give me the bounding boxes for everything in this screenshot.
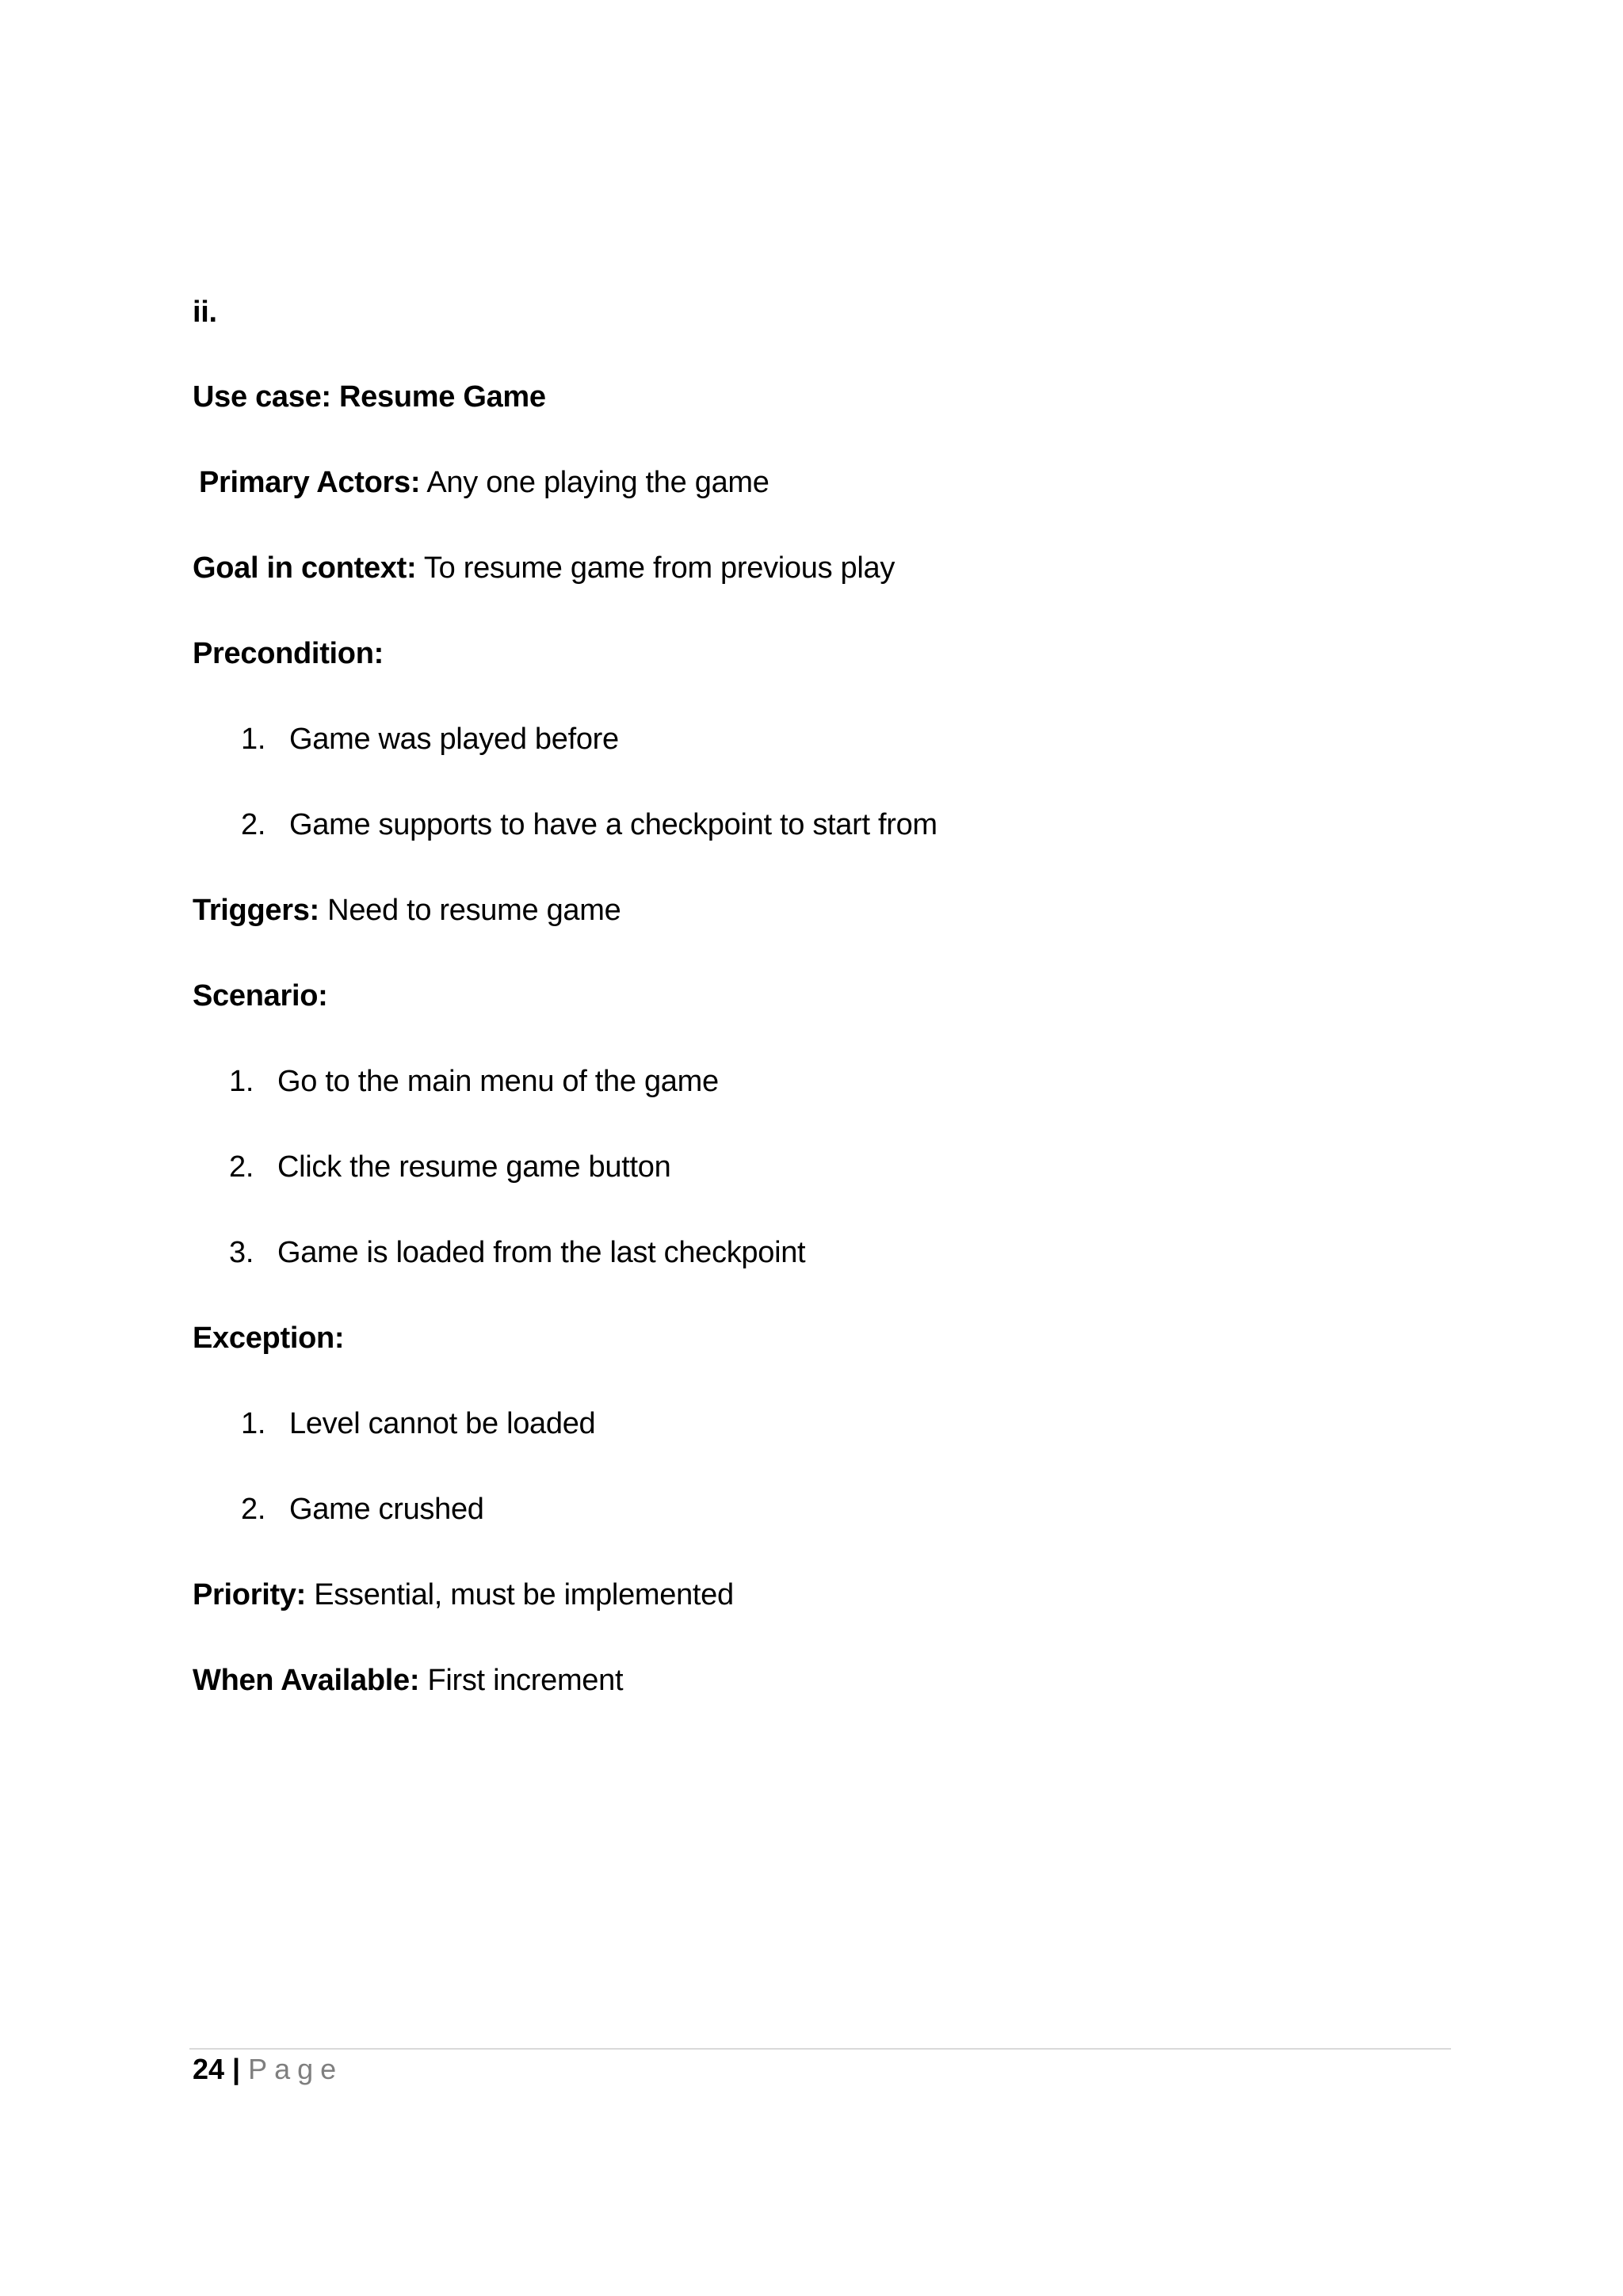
use-case-line	[193, 378, 546, 416]
list-number: 2.	[241, 808, 266, 841]
triggers-label: Triggers:	[193, 894, 319, 927]
page-label: Page	[248, 2053, 344, 2085]
primary-actors-label: Primary Actors:	[199, 466, 421, 499]
page-footer	[193, 2051, 343, 2088]
list-number: 3.	[229, 1236, 254, 1269]
list-text: Click the resume game button	[277, 1150, 671, 1184]
section-label: ii.	[193, 296, 217, 329]
list-text: Go to the main menu of the game	[277, 1065, 719, 1098]
list-number: 1.	[229, 1065, 254, 1098]
use-case-value: Resume Game	[339, 380, 546, 414]
priority-line	[193, 1576, 734, 1614]
triggers-line	[193, 891, 621, 929]
goal-value: To resume game from previous play	[423, 551, 896, 585]
list-text: Game is loaded from the last checkpoint	[277, 1236, 806, 1269]
primary-actors-line	[199, 463, 769, 502]
page-number: 24	[193, 2053, 225, 2085]
goal-line	[193, 549, 895, 587]
list-text: Game supports to have a checkpoint to start from	[289, 808, 938, 841]
use-case-label: Use case:	[193, 380, 331, 414]
list-number: 1.	[241, 723, 266, 756]
list-text: Level cannot be loaded	[289, 1407, 596, 1440]
when-available-line	[193, 1661, 623, 1699]
list-number: 2.	[241, 1493, 266, 1526]
list-text: Game crushed	[289, 1493, 484, 1526]
scenario-label: Scenario:	[193, 979, 328, 1013]
list-number: 1.	[241, 1407, 266, 1440]
goal-label: Goal in context:	[193, 551, 417, 585]
primary-actors-value: Any one playing the game	[426, 466, 769, 499]
list-number: 2.	[229, 1150, 254, 1184]
footer-separator: |	[232, 2053, 241, 2085]
when-available-label: When Available:	[193, 1664, 420, 1697]
when-available-value: First increment	[427, 1664, 624, 1697]
footer-divider	[189, 2048, 1451, 2050]
list-text: Game was played before	[289, 723, 619, 756]
precondition-label: Precondition:	[193, 637, 384, 670]
priority-value: Essential, must be implemented	[314, 1578, 734, 1611]
triggers-value: Need to resume game	[327, 894, 621, 927]
priority-label: Priority:	[193, 1578, 306, 1611]
exception-label: Exception:	[193, 1322, 345, 1355]
